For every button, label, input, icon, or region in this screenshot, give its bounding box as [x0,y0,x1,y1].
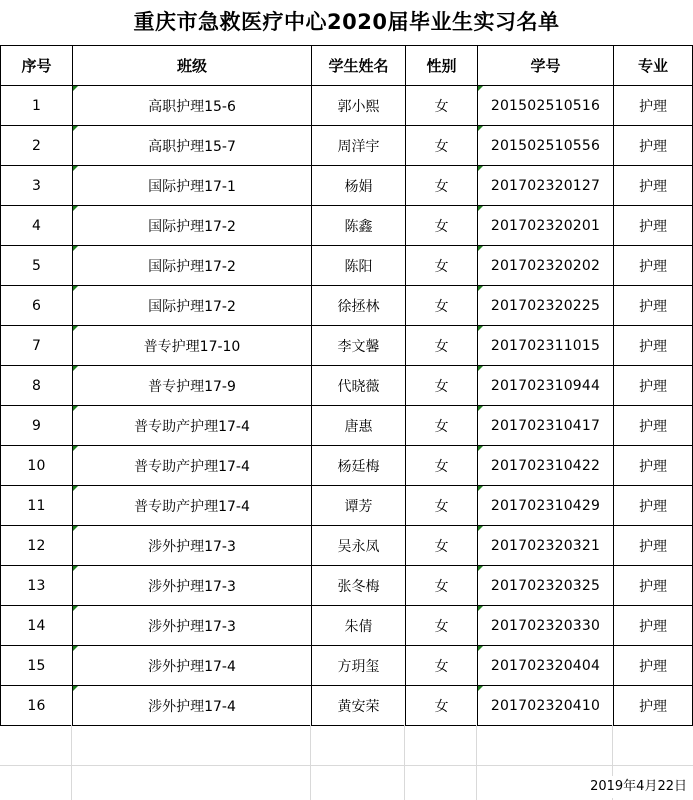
cell-name[interactable]: 周洋宇 [312,126,406,166]
cell-gender[interactable]: 女 [406,326,478,366]
table-row [1,526,693,566]
student-roster-table [0,45,693,726]
cell-gender[interactable]: 女 [406,526,478,566]
table-row [1,686,693,726]
cell-gender[interactable]: 女 [406,486,478,526]
cell-student-id[interactable]: 201702310429 [478,486,614,526]
cell-student-id[interactable]: 201502510556 [478,126,614,166]
page-title: 重庆市急救医疗中心2020届毕业生实习名单 [133,10,560,34]
cell-gender[interactable]: 女 [406,246,478,286]
cell-student-id[interactable]: 201702320410 [478,686,614,726]
cell-name[interactable]: 唐惠 [312,406,406,446]
cell-index[interactable]: 13 [1,566,73,606]
cell-class[interactable]: 国际护理17-2 [73,286,312,326]
cell-class[interactable]: 普专护理17-10 [73,326,312,366]
cell-major[interactable]: 护理 [614,366,693,406]
header-major[interactable]: 专业 [614,46,693,86]
cell-index[interactable]: 12 [1,526,73,566]
cell-major[interactable]: 护理 [614,446,693,486]
cell-index[interactable]: 6 [1,286,73,326]
cell-major[interactable]: 护理 [614,86,693,126]
table-row [1,366,693,406]
cell-name[interactable]: 张冬梅 [312,566,406,606]
cell-index[interactable]: 16 [1,686,73,726]
table-row [1,206,693,246]
gridline [310,725,311,800]
cell-student-id[interactable]: 201702320127 [478,166,614,206]
cell-student-id[interactable]: 201702320202 [478,246,614,286]
date-label: 2019年4月22日 [586,776,687,798]
cell-class[interactable]: 国际护理17-2 [73,206,312,246]
gridline [476,725,477,800]
cell-index[interactable]: 4 [1,206,73,246]
header-row [1,46,693,86]
header-class[interactable]: 班级 [73,46,312,86]
cell-class[interactable]: 涉外护理17-3 [73,606,312,646]
cell-gender[interactable]: 女 [406,366,478,406]
cell-gender[interactable]: 女 [406,446,478,486]
cell-gender[interactable]: 女 [406,86,478,126]
header-index[interactable]: 序号 [1,46,73,86]
table-row [1,446,693,486]
cell-student-id[interactable]: 201702310422 [478,446,614,486]
cell-gender[interactable]: 女 [406,566,478,606]
cell-major[interactable]: 护理 [614,206,693,246]
cell-name[interactable]: 黄安荣 [312,686,406,726]
table-row [1,606,693,646]
cell-student-id[interactable]: 201702320330 [478,606,614,646]
cell-index[interactable]: 14 [1,606,73,646]
table-row [1,166,693,206]
cell-class[interactable]: 普专助产护理17-4 [73,406,312,446]
table-row [1,406,693,446]
cell-class[interactable]: 普专护理17-9 [73,366,312,406]
cell-major[interactable]: 护理 [614,246,693,286]
cell-class[interactable]: 涉外护理17-4 [73,646,312,686]
cell-student-id[interactable]: 201702310944 [478,366,614,406]
cell-gender[interactable]: 女 [406,606,478,646]
cell-class[interactable]: 普专助产护理17-4 [73,486,312,526]
gridline [71,725,72,800]
cell-student-id[interactable]: 201702320201 [478,206,614,246]
cell-class[interactable]: 国际护理17-2 [73,246,312,286]
header-name[interactable]: 学生姓名 [312,46,406,86]
cell-name[interactable]: 杨廷梅 [312,446,406,486]
cell-major[interactable]: 护理 [614,646,693,686]
cell-class[interactable]: 国际护理17-1 [73,166,312,206]
cell-class[interactable]: 涉外护理17-4 [73,686,312,726]
cell-index[interactable]: 5 [1,246,73,286]
cell-gender[interactable]: 女 [406,646,478,686]
gridline [0,765,693,766]
cell-class[interactable]: 高职护理15-6 [73,86,312,126]
cell-student-id[interactable]: 201702320225 [478,286,614,326]
cell-name[interactable]: 方玥玺 [312,646,406,686]
cell-class[interactable]: 涉外护理17-3 [73,566,312,606]
cell-class[interactable]: 涉外护理17-3 [73,526,312,566]
cell-index[interactable]: 15 [1,646,73,686]
table-row [1,126,693,166]
table-row [1,86,693,126]
cell-name[interactable]: 朱倩 [312,606,406,646]
table-row [1,246,693,286]
cell-index[interactable]: 9 [1,406,73,446]
table-row [1,286,693,326]
cell-name[interactable]: 杨娟 [312,166,406,206]
roster-body [1,86,693,726]
cell-index[interactable]: 11 [1,486,73,526]
cell-student-id[interactable]: 201702311015 [478,326,614,366]
gridline [404,725,405,800]
cell-name[interactable]: 吴永凤 [312,526,406,566]
cell-student-id[interactable]: 201702320325 [478,566,614,606]
cell-gender[interactable]: 女 [406,126,478,166]
cell-major[interactable]: 护理 [614,486,693,526]
cell-name[interactable]: 郭小熙 [312,86,406,126]
cell-gender[interactable]: 女 [406,206,478,246]
cell-gender[interactable]: 女 [406,406,478,446]
cell-major[interactable]: 护理 [614,406,693,446]
cell-student-id[interactable]: 201702310417 [478,406,614,446]
cell-name[interactable]: 谭芳 [312,486,406,526]
cell-major[interactable]: 护理 [614,686,693,726]
cell-major[interactable]: 护理 [614,126,693,166]
cell-index[interactable]: 1 [1,86,73,126]
cell-major[interactable]: 护理 [614,326,693,366]
cell-name[interactable]: 陈阳 [312,246,406,286]
cell-index[interactable]: 10 [1,446,73,486]
cell-major[interactable]: 护理 [614,166,693,206]
cell-index[interactable]: 8 [1,366,73,406]
cell-major[interactable]: 护理 [614,286,693,326]
table-row [1,566,693,606]
header-gender[interactable]: 性别 [406,46,478,86]
cell-gender[interactable]: 女 [406,166,478,206]
cell-name[interactable]: 陈鑫 [312,206,406,246]
cell-index[interactable]: 2 [1,126,73,166]
cell-class[interactable]: 普专助产护理17-4 [73,446,312,486]
table-row [1,326,693,366]
cell-student-id[interactable]: 201502510516 [478,86,614,126]
header-student-id[interactable]: 学号 [478,46,614,86]
cell-name[interactable]: 李文馨 [312,326,406,366]
cell-name[interactable]: 代晓薇 [312,366,406,406]
cell-index[interactable]: 3 [1,166,73,206]
table-row [1,646,693,686]
cell-major[interactable]: 护理 [614,526,693,566]
cell-student-id[interactable]: 201702320404 [478,646,614,686]
cell-class[interactable]: 高职护理15-7 [73,126,312,166]
cell-gender[interactable]: 女 [406,286,478,326]
cell-student-id[interactable]: 201702320321 [478,526,614,566]
cell-name[interactable]: 徐拯林 [312,286,406,326]
cell-major[interactable]: 护理 [614,566,693,606]
cell-major[interactable]: 护理 [614,606,693,646]
cell-gender[interactable]: 女 [406,686,478,726]
cell-index[interactable]: 7 [1,326,73,366]
table-row [1,486,693,526]
